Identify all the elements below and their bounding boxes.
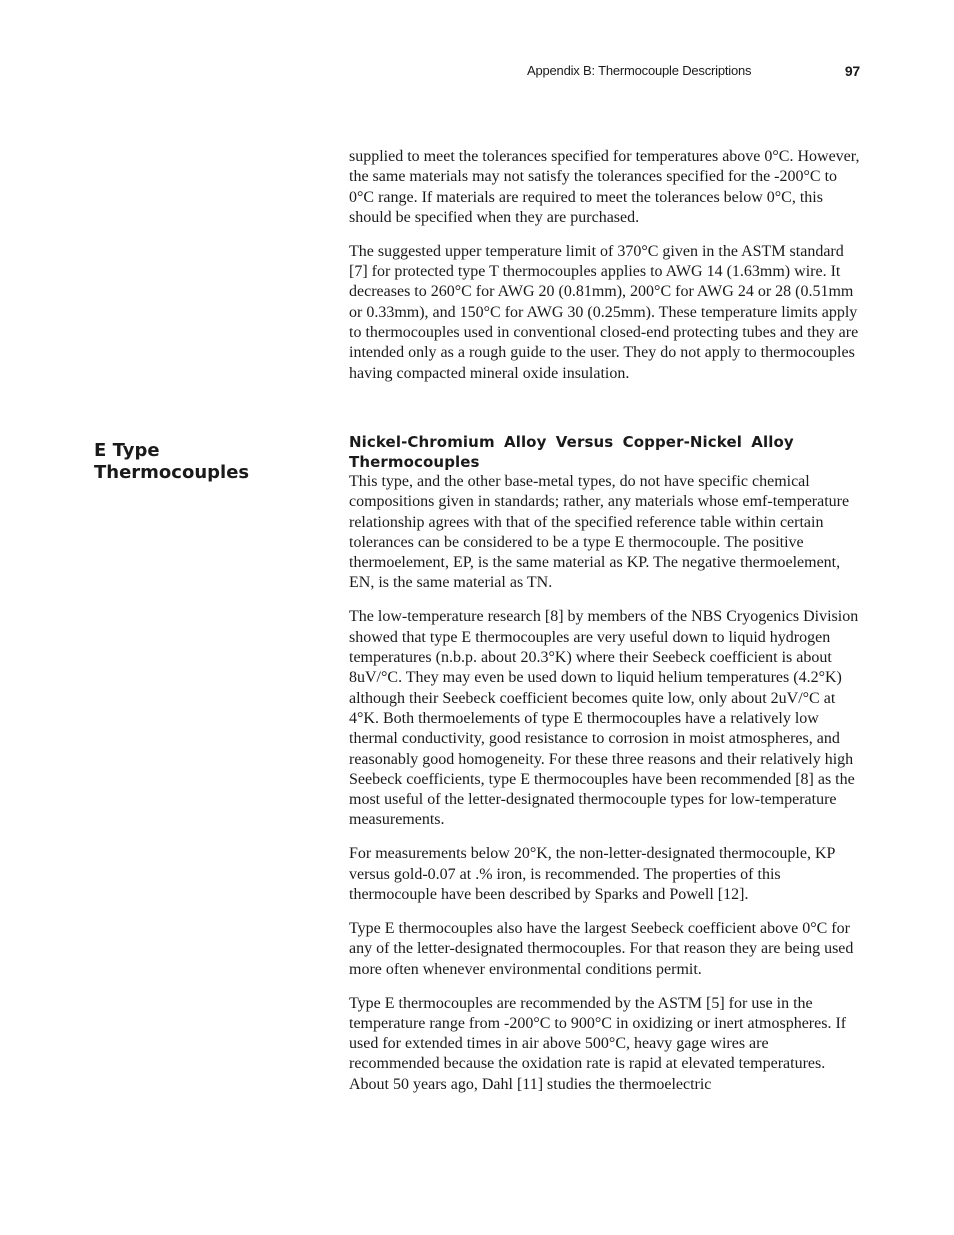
section-heading-line-2: Thermocouples <box>94 462 250 483</box>
paragraph: Type E thermocouples are recommended by the ASTM [5] for use in the temperature range from -200°C to 900°C in oxidizing or inert atmospheres. If used for extended times in air above 500°C, heavy gage wires are recommended because the oxidation rate is rapid at elevated temperatures. About 50 years ago, Dahl [11] studies the thermoelectric <box>349 994 847 1093</box>
paragraph: The suggested upper temperature limit of 370°C given in the ASTM standard [7] for protected type T thermocouples applies to AWG 14 (1.63mm) wire. It decreases to 260°C for AWG 20 (0.81mm), 200°C for AWG 24 or 28 (0.51mm or 0.33mm), and 150°C for AWG 30 (0.25mm). These temperature limits apply to thermocouples used in conventional closed-end protecting tubes and they are intended only as a rough guide to the user. They do not apply to thermocouples having compacted mineral oxide insulation. <box>349 242 859 382</box>
paragraph: The low-temperature research [8] by members of the NBS Cryogenics Division showed that type E thermocouples are very useful down to liquid hydrogen temperatures (n.b.p. about 20.3°K) where their Seebeck coefficient is about 8uV/°C. They may even be used down to liquid helium temperatures (4.2°K) although their Seebeck coefficient becomes quite low, only about 2uV/°C at 4°K. Both thermoelements of type E thermocouples have a relatively low thermal conductivity, good resistance to corrosion in moist atmospheres, and reasonably good homogeneity. For these three reasons and their relatively high Seebeck coefficients, type E thermocouples have been recommended [8] as the most useful of the letter-designated thermocouple types for low-temperature measurements. <box>349 608 859 829</box>
section-heading <box>94 440 324 484</box>
running-header <box>527 63 860 81</box>
paragraph: For measurements below 20°K, the non-letter-designated thermocouple, KP versus gold-0.07 at .% iron, is recommended. The properties of this thermocouple have been described by Sparks and Powell [12]. <box>349 845 835 903</box>
paragraph: Type E thermocouples also have the largest Seebeck coefficient above 0°C for any of the letter-designated thermocouples. For that reason they are being used more often whenever environmental conditions permit. <box>349 919 854 978</box>
main-text-column <box>349 147 861 1095</box>
header-title: Appendix B: Thermocouple Descriptions <box>527 63 752 78</box>
section-spacer <box>349 384 861 432</box>
paragraph: supplied to meet the tolerances specified for temperatures above 0°C. However, the same materials may not satisfy the tolerances specified for the -200°C to 0°C range. If materials are required to meet the tolerances below 0°C, this should be specified when they are purchased. <box>349 148 860 226</box>
page-number: 97 <box>844 63 860 79</box>
paragraph: This type, and the other base-metal types, do not have specific chemical compositions given in standards; rather, any materials whose emf-temperature relationship agrees with that of the specified reference table within certain tolerances can be considered to be a type E thermocouple. The positive thermoelement, EP, is the same material as KP. The negative thermoelement, EN, is the same material as TN. <box>349 472 850 592</box>
section-heading-line-1: E Type <box>94 440 160 461</box>
subsection-heading: Nickel-Chromium Alloy Versus Copper-Nickel Alloy Thermocouples <box>349 432 794 471</box>
